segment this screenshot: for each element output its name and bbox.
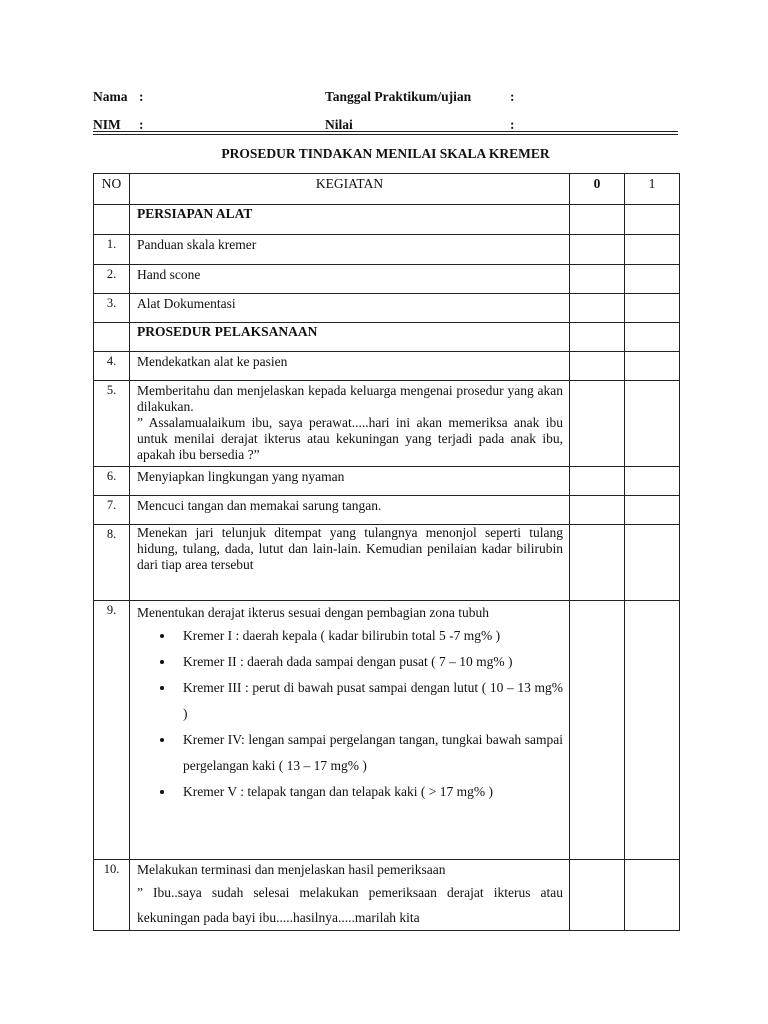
score-0-cell[interactable] — [570, 205, 625, 235]
score-0-cell[interactable] — [570, 860, 625, 931]
row-quote: ” Assalamualaikum ibu, saya perawat.....hari ini akan memeriksa anak ibu untuk menilai derajat ikterus atau kekuningan yang terjadi pada anak ibu, apakah ibu bersedia ?” — [137, 415, 563, 462]
score-0-cell[interactable] — [570, 235, 625, 265]
table-row — [94, 265, 680, 294]
header-rule-bottom — [93, 134, 678, 135]
list-item: • Kremer II : daerah dada sampai dengan pusat ( 7 – 10 mg% ) — [175, 649, 563, 675]
score-1-cell[interactable] — [625, 496, 680, 525]
row-number: 5. — [94, 381, 130, 467]
section-prosedur-pelaksanaan: PROSEDUR PELAKSANAAN — [130, 323, 570, 352]
score-1-cell[interactable] — [625, 381, 680, 467]
nilai-colon: : — [510, 117, 515, 132]
tanggal-colon: : — [510, 89, 515, 104]
row-kegiatan: Panduan skala kremer — [130, 235, 570, 265]
score-1-cell[interactable] — [625, 525, 680, 601]
row-number: 10. — [94, 860, 130, 931]
nim-label: NIM — [93, 117, 121, 132]
section-row-pelaksanaan — [94, 323, 680, 352]
score-0-cell[interactable] — [570, 601, 625, 860]
list-item: • Kremer I : daerah kepala ( kadar bilirubin total 5 -7 mg% ) — [175, 623, 563, 649]
document-title: PROSEDUR TINDAKAN MENILAI SKALA KREMER — [221, 146, 550, 161]
table-row — [94, 496, 680, 525]
row-number: 6. — [94, 467, 130, 496]
table-row — [94, 294, 680, 323]
row-kegiatan: Menekan jari telunjuk ditempat yang tulangnya menonjol seperti tulang hidung, tulang, dada, lutut dan lain-lain. Kemudian penilaian kadar bilirubin dari tiap area tersebut — [130, 525, 570, 601]
list-item: • Kremer IV: lengan sampai pergelangan tangan, tungkai bawah sampai pergelangan kaki ( 13 – 17 mg% ) — [175, 727, 563, 779]
row-number: 2. — [94, 265, 130, 294]
row-quote: ” Ibu..saya sudah selesai melakukan pemeriksaan derajat ikterus atau kekuningan pada bayi ibu.....hasilnya.....marilah kita — [137, 885, 563, 925]
score-1-cell[interactable] — [625, 205, 680, 235]
no-cell — [94, 323, 130, 352]
row-text: Menentukan derajat ikterus sesuai dengan pembagian zona tubuh — [137, 605, 490, 620]
row-kegiatan — [130, 381, 570, 467]
row-kegiatan: Hand scone — [130, 265, 570, 294]
row-text: Memberitahu dan menjelaskan kepada keluarga mengenai prosedur yang akan dilakukan. — [137, 383, 563, 414]
row-number: 1. — [94, 235, 130, 265]
table-row — [94, 467, 680, 496]
score-0-cell[interactable] — [570, 496, 625, 525]
tanggal-praktikum-label: Tanggal Praktikum/ujian — [325, 89, 472, 104]
score-1-cell[interactable] — [625, 235, 680, 265]
row-kegiatan: Alat Dokumentasi — [130, 294, 570, 323]
list-item: • Kremer III : perut di bawah pusat sampai dengan lutut ( 10 – 13 mg% ) — [175, 675, 563, 727]
kremer-zone-list — [137, 623, 563, 805]
score-1-cell[interactable] — [625, 265, 680, 294]
score-0-cell[interactable] — [570, 381, 625, 467]
section-persiapan-alat: PERSIAPAN ALAT — [130, 205, 570, 235]
row-number: 3. — [94, 294, 130, 323]
table-header-row — [94, 174, 680, 205]
row-kegiatan: Mencuci tangan dan memakai sarung tangan. — [130, 496, 570, 525]
section-row-persiapan — [94, 205, 680, 235]
nama-label: Nama — [93, 89, 128, 104]
header-kegiatan: KEGIATAN — [130, 174, 570, 205]
row-number: 7. — [94, 496, 130, 525]
score-1-cell[interactable] — [625, 323, 680, 352]
score-0-cell[interactable] — [570, 467, 625, 496]
row-text: Melakukan terminasi dan menjelaskan hasil pemeriksaan — [137, 862, 446, 877]
header-score-1: 1 — [625, 174, 680, 205]
score-0-cell[interactable] — [570, 323, 625, 352]
table-row — [94, 235, 680, 265]
score-1-cell[interactable] — [625, 352, 680, 381]
header-rule-top — [93, 131, 678, 132]
row-kegiatan: Menyiapkan lingkungan yang nyaman — [130, 467, 570, 496]
nim-colon: : — [139, 117, 144, 132]
header-no: NO — [94, 174, 130, 205]
score-0-cell[interactable] — [570, 352, 625, 381]
list-item: • Kremer V : telapak tangan dan telapak kaki ( > 17 mg% ) — [175, 779, 563, 805]
table-row — [94, 525, 680, 601]
header-score-0: 0 — [570, 174, 625, 205]
score-0-cell[interactable] — [570, 294, 625, 323]
table-row — [94, 601, 680, 860]
procedure-checklist-table — [93, 173, 680, 931]
score-0-cell[interactable] — [570, 525, 625, 601]
table-row — [94, 381, 680, 467]
nama-colon: : — [139, 89, 144, 104]
score-1-cell[interactable] — [625, 294, 680, 323]
score-1-cell[interactable] — [625, 601, 680, 860]
row-number: 9. — [94, 601, 130, 860]
score-1-cell[interactable] — [625, 467, 680, 496]
row-number: 4. — [94, 352, 130, 381]
no-cell — [94, 205, 130, 235]
score-0-cell[interactable] — [570, 265, 625, 294]
row-kegiatan — [130, 601, 570, 860]
score-1-cell[interactable] — [625, 860, 680, 931]
table-row — [94, 352, 680, 381]
nilai-label: Nilai — [325, 117, 353, 132]
row-number: 8. — [94, 525, 130, 601]
table-row — [94, 860, 680, 931]
row-kegiatan — [130, 860, 570, 931]
row-kegiatan: Mendekatkan alat ke pasien — [130, 352, 570, 381]
